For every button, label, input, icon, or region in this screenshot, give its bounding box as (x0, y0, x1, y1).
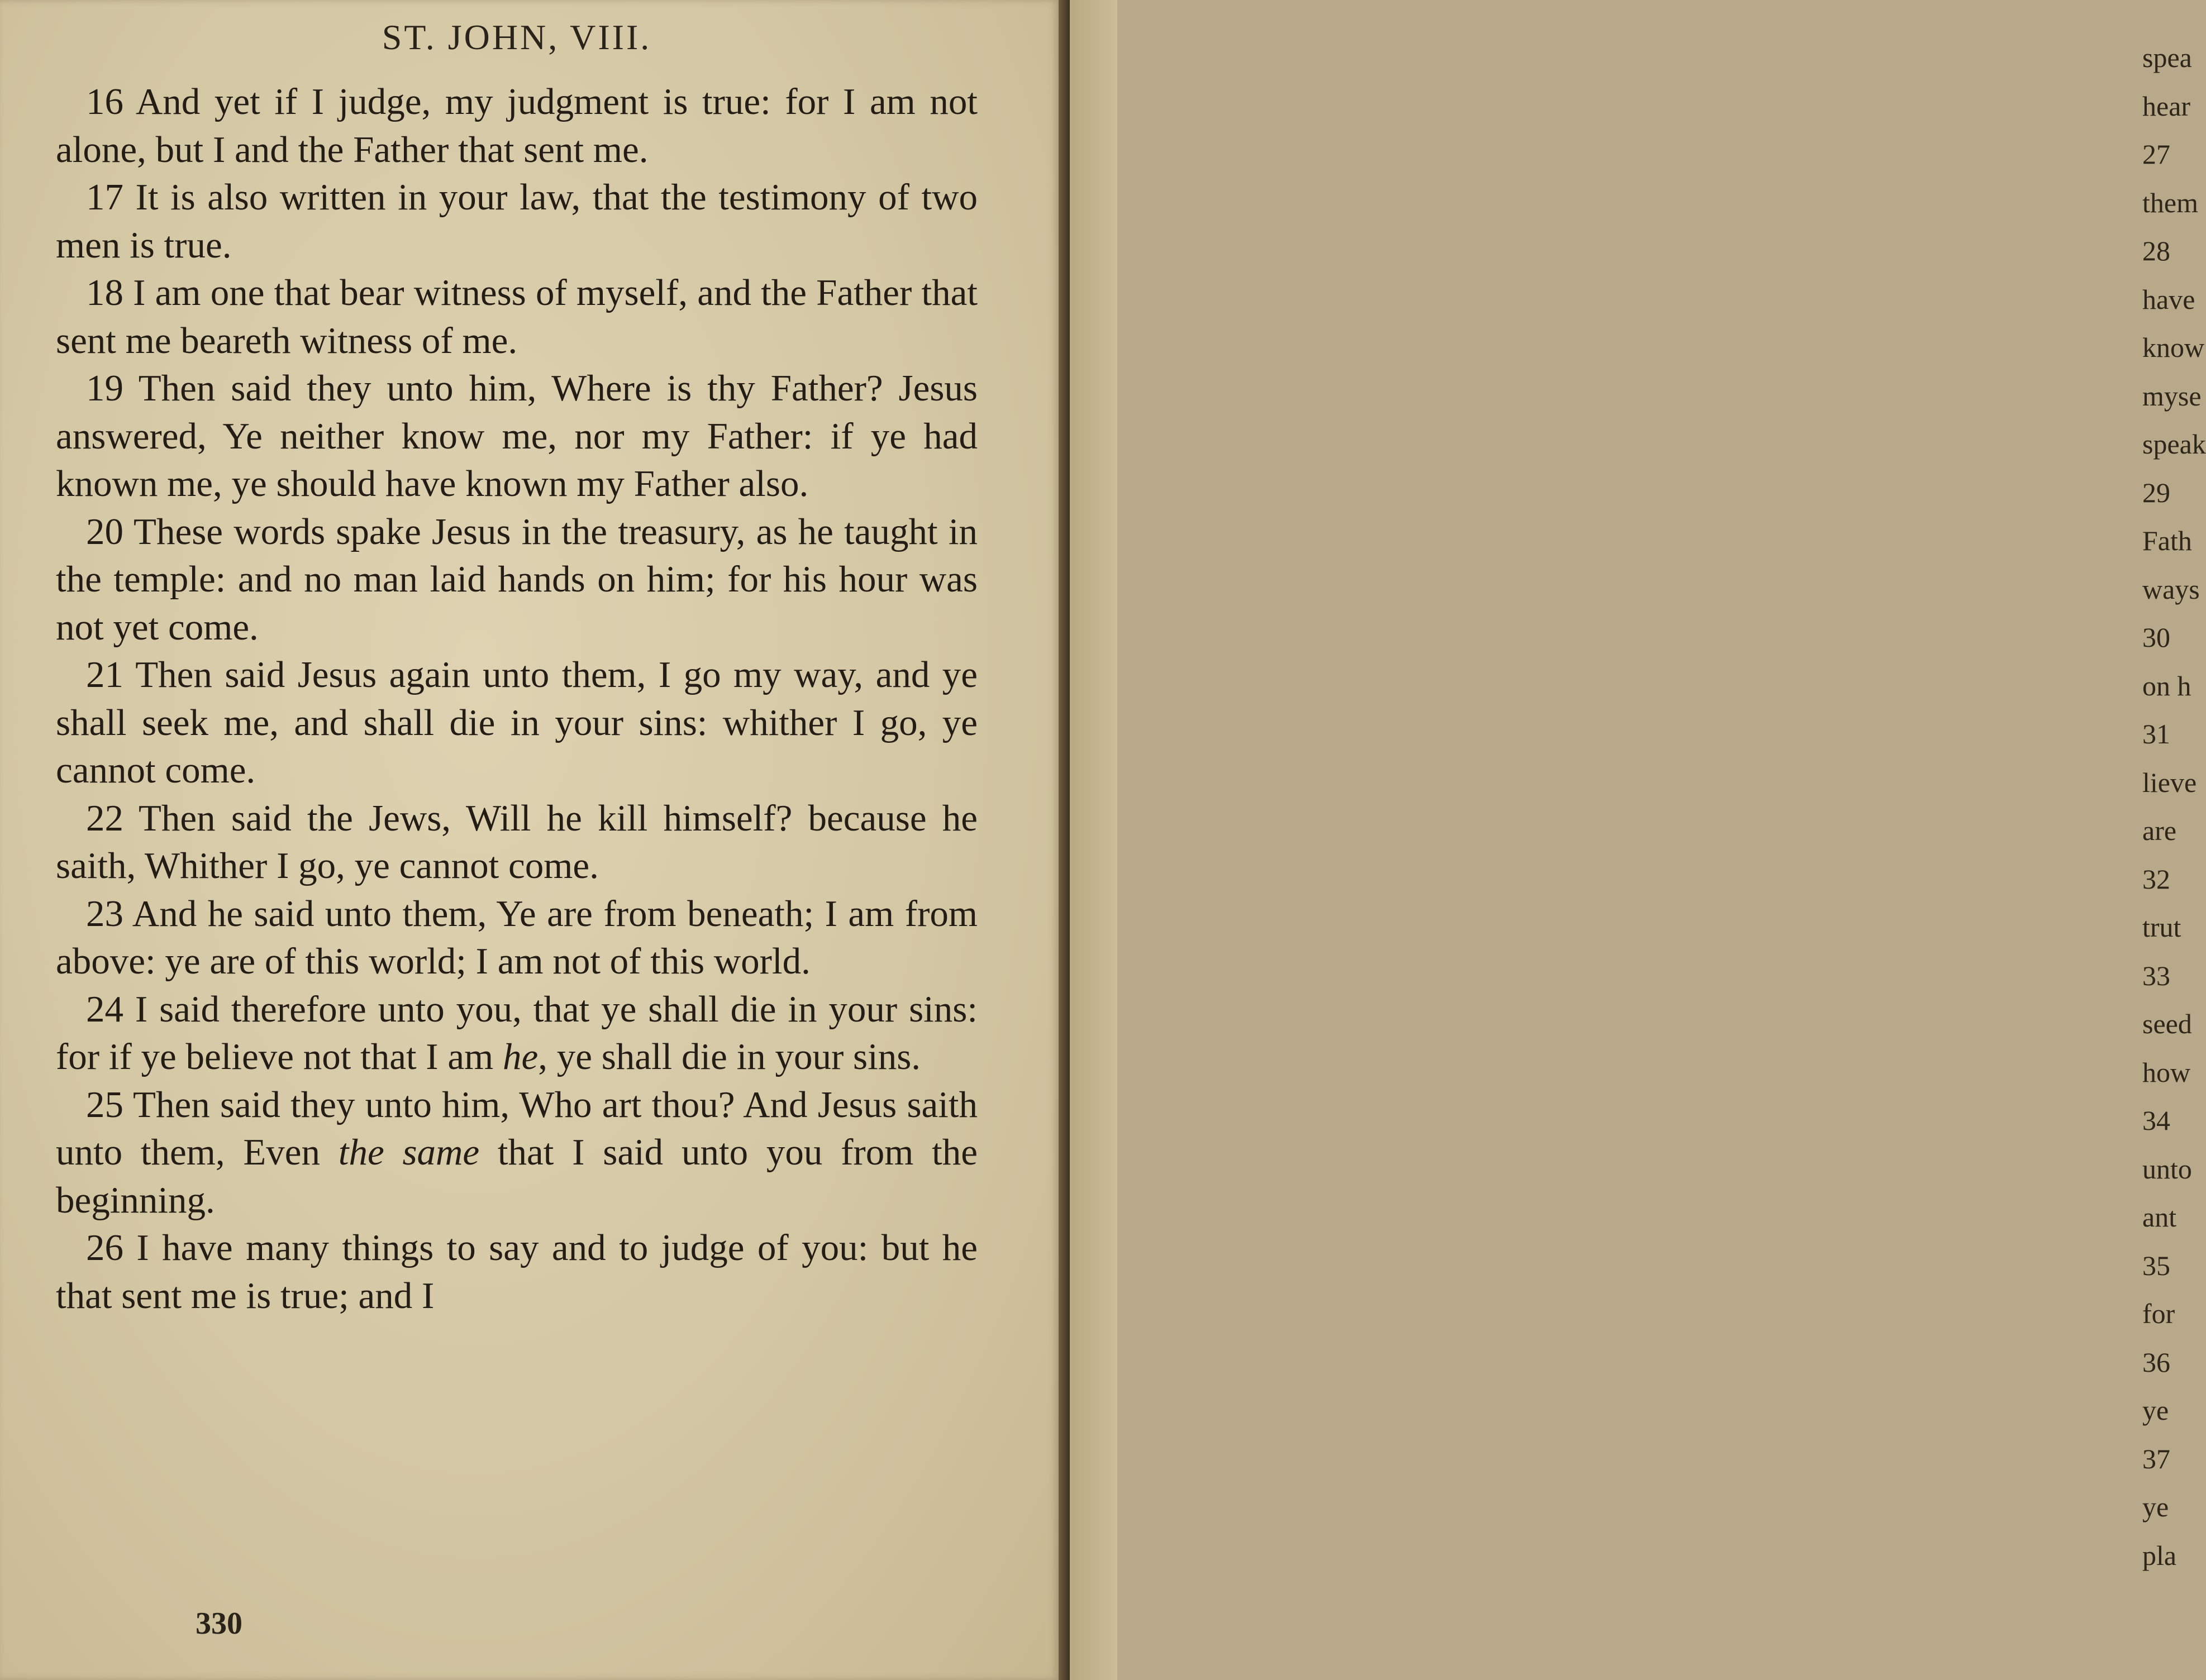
fragment: have (2142, 283, 2195, 315)
verse-26: 26 I have many things to say and to judge of you: but he that sent me is true; and I (56, 1227, 978, 1316)
verse-19: 19 Then said they unto him, Where is thy Father? Jesus answered, Ye neither know me, nor my Father: if ye had known me, ye should have known my Father also. (56, 367, 978, 504)
fragment: seed (2142, 1008, 2192, 1039)
scripture-text (56, 78, 978, 1320)
verse-25: 25 Then said they unto him, Who art thou? And Jesus saith unto them, Even the same that I said unto you from the beginning. (56, 1084, 978, 1221)
fragment: 37 (2142, 1443, 2170, 1474)
verse-21: 21 Then said Jesus again unto them, I go my way, and ye shall seek me, and shall die in your sins: whither I go, ye cannot come. (56, 654, 978, 791)
verse-22: 22 Then said the Jews, Will he kill himself? because he saith, Whither I go, ye cannot come. (56, 797, 978, 886)
verse-18: 18 I am one that bear witness of myself, and the Father that sent me beareth witness of me. (56, 272, 978, 361)
fragment: on h (2142, 670, 2191, 701)
fragment: lieve (2142, 766, 2197, 798)
fragment: 28 (2142, 235, 2170, 266)
fragment: are (2142, 815, 2177, 846)
fragment: 31 (2142, 718, 2170, 750)
fragment: spea (2142, 42, 2192, 73)
verse-20: 20 These words spake Jesus in the treasury, as he taught in the temple: and no man laid hands on him; for his hour was not yet come. (56, 510, 978, 648)
verse-16: 16 And yet if I judge, my judgment is true: for I am not alone, but I and the Father that sent me. (56, 81, 978, 170)
fragment: hear (2142, 90, 2191, 122)
fragment: ways (2142, 573, 2200, 605)
fragment: 30 (2142, 622, 2170, 653)
fragment: 33 (2142, 960, 2170, 991)
fragment: 32 (2142, 863, 2170, 895)
running-head: ST. JOHN, VIII. (382, 17, 652, 57)
italic-word: he (502, 1036, 539, 1077)
fragment: pla (2142, 1539, 2177, 1571)
fragment: for (2142, 1298, 2175, 1329)
fragment: myse (2142, 380, 2202, 412)
facing-page-fragments (2142, 34, 2206, 1579)
fragment: speak (2142, 428, 2206, 460)
fragment: 27 (2142, 139, 2170, 170)
fragment: trut (2142, 911, 2181, 943)
facing-page-edge (1070, 0, 2206, 1680)
book-gutter (1059, 0, 1070, 1680)
fragment: unto (2142, 1153, 2192, 1185)
fragment: ant (2142, 1201, 2177, 1233)
book-page (0, 0, 1059, 1680)
fragment: ye (2142, 1395, 2169, 1426)
fragment: 29 (2142, 476, 2170, 508)
fragment: know (2142, 332, 2205, 363)
verse-23: 23 And he said unto them, Ye are from beneath; I am from above: ye are of this world; I am not of this world. (56, 892, 978, 982)
page-number: 330 (196, 1606, 242, 1641)
fragment: Fath (2142, 525, 2192, 556)
fragment: how (2142, 1056, 2191, 1088)
fragment: 35 (2142, 1249, 2170, 1281)
fragment: them (2142, 187, 2198, 218)
italic-phrase: the same (338, 1132, 480, 1173)
verse-17: 17 It is also written in your law, that the testimony of two men is true. (56, 176, 978, 266)
fragment: 36 (2142, 1346, 2170, 1378)
verse-24: 24 I said therefore unto you, that ye shall die in your sins: for if ye believe not that I am he, ye shall die in your sins. (56, 988, 978, 1077)
fragment: ye (2142, 1491, 2169, 1522)
fragment: 34 (2142, 1105, 2170, 1136)
